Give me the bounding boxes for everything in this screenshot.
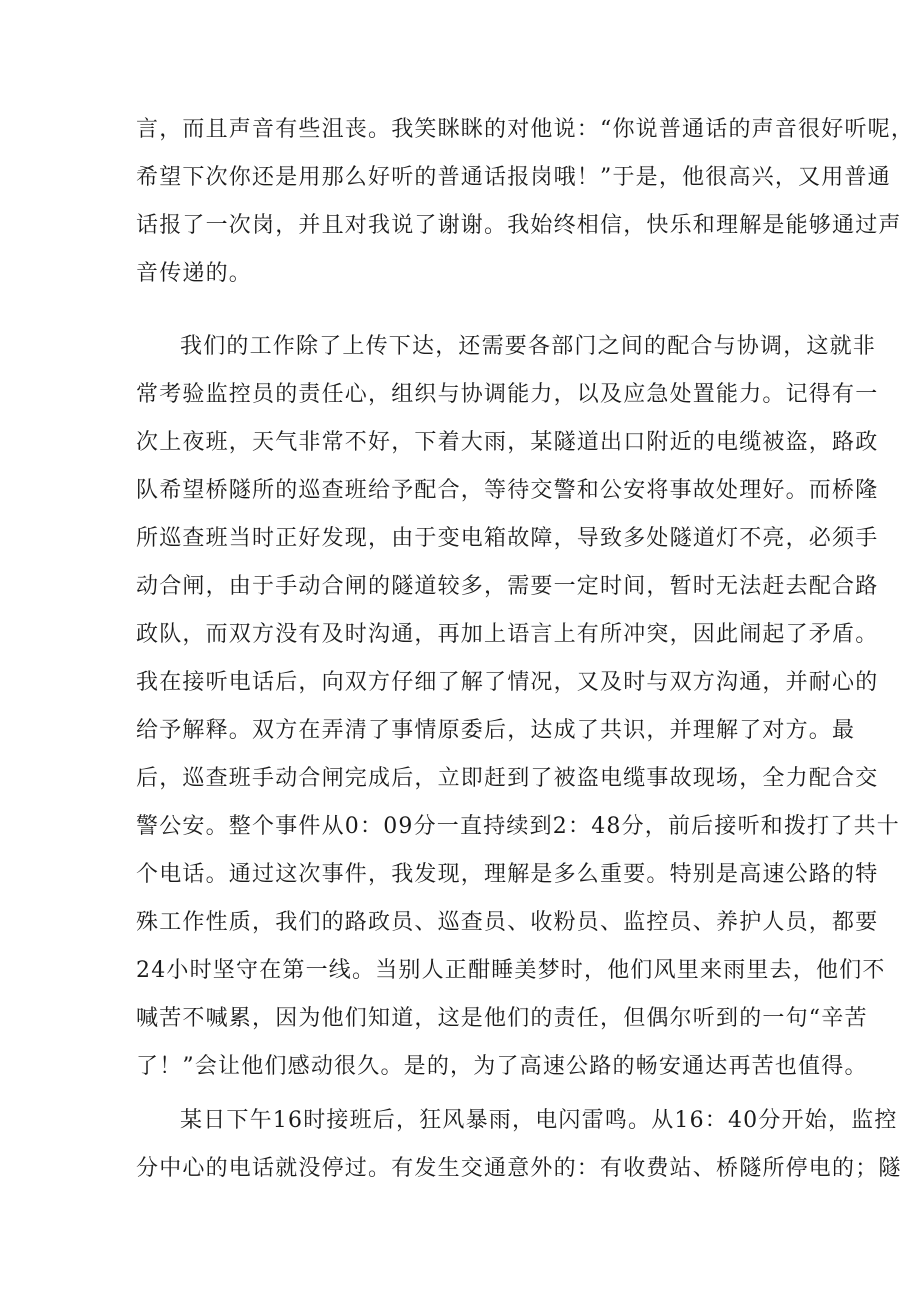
text-line: 次上夜班，天气非常不好，下着大雨，某隧道出口附近的电缆被盗，路政 (136, 430, 879, 455)
text-line: 动合闸，由于手动合闸的隧道较多，需要一定时间，暂时无法赶去配合路 (136, 574, 879, 599)
text-line: 殊工作性质，我们的路政员、巡查员、收粉员、监控员、养护人员，都要 (136, 910, 879, 935)
text-line: 后，巡查班手动合闸完成后，立即赶到了被盗电缆事故现场，全力配合交 (136, 766, 879, 791)
text-line: 音传递的。 (136, 261, 253, 286)
text-line: 了！”会让他们感动很久。是的，为了高速公路的畅安通达再苦也值得。 (136, 1054, 868, 1079)
text-line: 24小时坚守在第一线。当别人正酣睡美梦时，他们风里来雨里去，他们不 (136, 958, 886, 983)
text-line: 给予解释。双方在弄清了事情原委后，达成了共识，并理解了对方。最 (136, 718, 856, 743)
text-line: 分中心的电话就没停过。有发生交通意外的：有收费站、桥隧所停电的；隧 (136, 1156, 902, 1181)
paragraph-3 (136, 1097, 902, 1193)
text-line: 喊苦不喊累，因为他们知道，这是他们的责任，但偶尔听到的一句“辛苦 (136, 1006, 868, 1031)
text-line: 言，而且声音有些沮丧。我笑眯眯的对他说：“你说普通话的声音很好听呢， (136, 117, 915, 142)
text-line: 所巡查班当时正好发现，由于变电箱故障，导致多处隧道灯不亮，必须手 (136, 526, 879, 551)
text-line: 政队，而双方没有及时沟通，再加上语言上有所冲突，因此闹起了矛盾。 (136, 622, 879, 647)
text-line: 队希望桥隧所的巡查班给予配合，等待交警和公安将事故处理好。而桥隆 (136, 478, 879, 503)
text-line: 我们的工作除了上传下达，还需要各部门之间的配合与协调，这就非 (180, 334, 877, 359)
text-line: 某日下午16时接班后，狂风暴雨，电闪雷鸣。从16：40分开始，监控 (180, 1108, 898, 1133)
text-line: 话报了一次岗，并且对我说了谢谢。我始终相信，快乐和理解是能够通过声 (136, 213, 902, 238)
paragraph-2 (136, 323, 900, 1091)
paragraph-1 (136, 106, 915, 298)
text-line: 常考验监控员的责任心，组织与协调能力，以及应急处置能力。记得有一 (136, 382, 879, 407)
text-line: 我在接听电话后，向双方仔细了解了情况，又及时与双方沟通，并耐心的 (136, 670, 879, 695)
text-line: 警公安。整个事件从0：09分一直持续到2：48分，前后接听和拨打了共十 (136, 814, 900, 839)
text-line: 个电话。通过这次事件，我发现，理解是多么重要。特别是高速公路的特 (136, 862, 879, 887)
text-line: 希望下次你还是用那么好听的普通话报岗哦！”于是，他很高兴，又用普通 (136, 165, 891, 190)
